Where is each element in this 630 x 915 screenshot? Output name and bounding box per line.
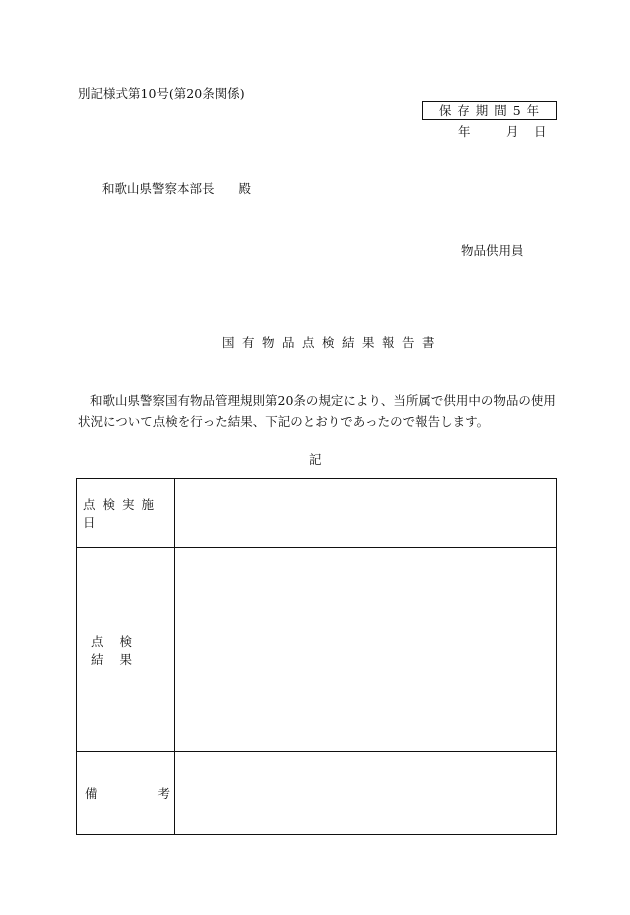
addressee-name: 和歌山県警察本部長 xyxy=(102,181,215,196)
inspection-result-row xyxy=(77,548,556,752)
addressee xyxy=(102,179,251,197)
remarks-field[interactable] xyxy=(175,752,556,834)
body-paragraph xyxy=(78,390,558,432)
reporter-title: 物品供用員 xyxy=(461,243,524,258)
inspection-date-label-cell xyxy=(77,479,175,547)
inspection-table xyxy=(76,478,557,835)
addressee-honorific: 殿 xyxy=(238,181,252,196)
date-month-label: 月 xyxy=(506,124,519,139)
date-line xyxy=(458,122,547,140)
retention-period-box: 保 存 期 間 5 年 xyxy=(422,101,557,120)
document-title: 国有物品点検結果報告書 xyxy=(222,335,443,350)
date-day-label: 日 xyxy=(534,124,547,139)
inspection-date-label: 点検実施日 xyxy=(83,497,162,530)
ki-heading: 記 xyxy=(309,452,322,467)
inspection-date-field[interactable] xyxy=(175,479,556,547)
remarks-row xyxy=(77,752,556,834)
form-number: 別記様式第10号(第20条関係) xyxy=(78,86,245,101)
inspection-result-field[interactable] xyxy=(175,548,556,751)
inspection-result-label-cell xyxy=(77,548,175,751)
remarks-label-cell xyxy=(77,752,175,834)
remarks-label xyxy=(85,784,170,802)
inspection-date-row xyxy=(77,479,556,548)
body-text: 和歌山県警察国有物品管理規則第20条の規定により、当所属で供用中の物品の使用状況について点検を行った結果、下記のとおりであったので報告します。 xyxy=(78,393,556,429)
remarks-label-char-1: 備 xyxy=(85,786,98,801)
inspection-result-label: 点検結果 xyxy=(91,633,149,667)
date-year-label: 年 xyxy=(458,124,471,139)
remarks-label-char-2: 考 xyxy=(157,786,170,801)
